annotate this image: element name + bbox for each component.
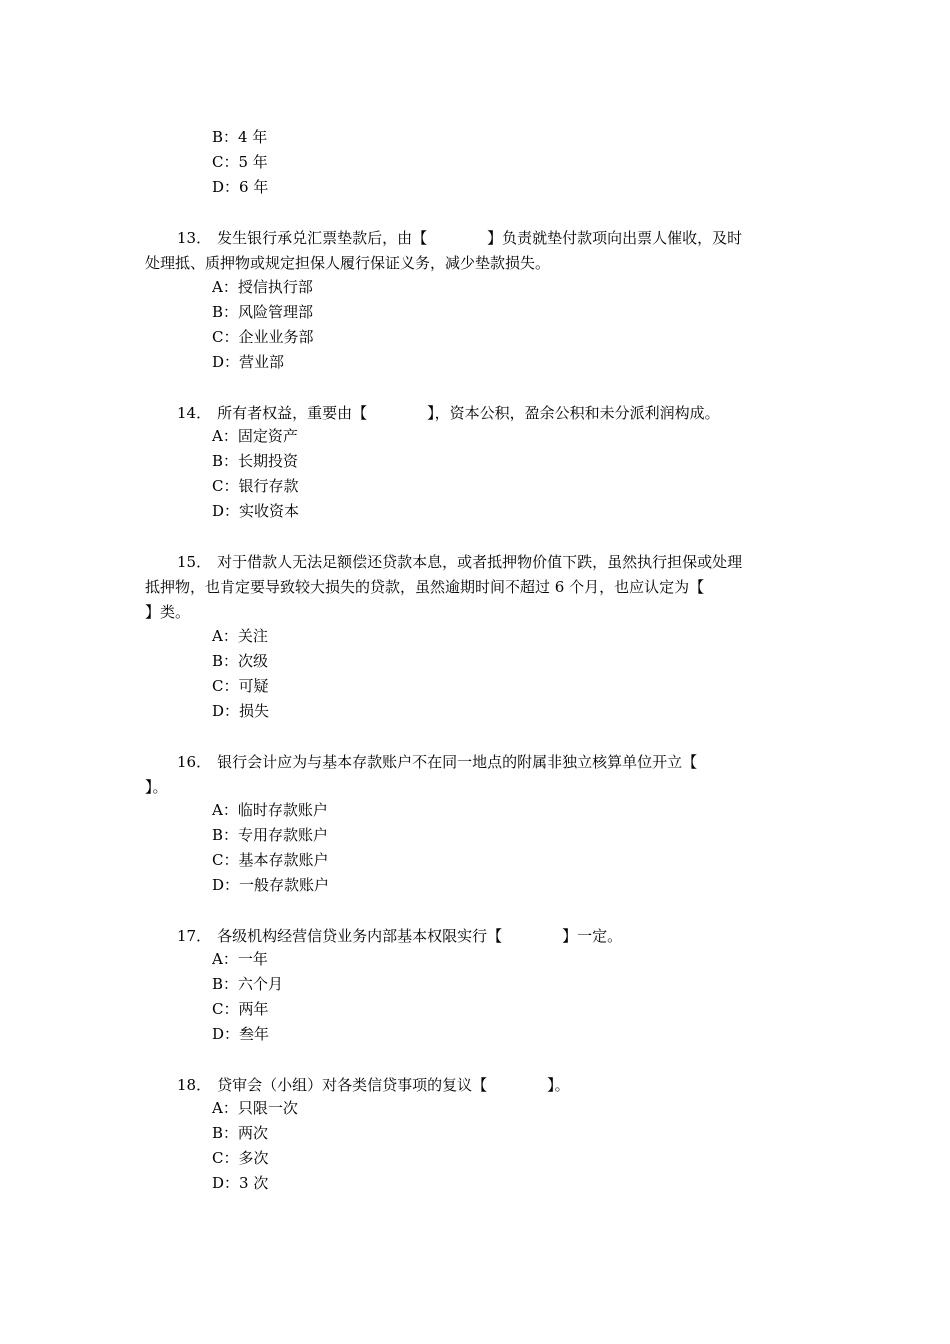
question-text-line: 贷审会（小组）对各类信贷事项的复议【 】。 bbox=[217, 1076, 570, 1094]
option-line: A：授信执行部 bbox=[212, 278, 313, 296]
option-line: D：一般存款账户 bbox=[212, 876, 330, 894]
question-text-line: 处理抵、质押物或规定担保人履行保证义务，减少垫款损失。 bbox=[145, 254, 551, 272]
question-14 bbox=[145, 401, 805, 426]
option-line: D：3 次 bbox=[212, 1174, 269, 1192]
option-line: C：5 年 bbox=[212, 153, 268, 171]
question-number: 18． bbox=[177, 1076, 212, 1094]
question-18 bbox=[145, 1073, 805, 1098]
option-line: C：多次 bbox=[212, 1149, 269, 1167]
question-15 bbox=[145, 550, 805, 625]
option-line: B：两次 bbox=[212, 1124, 269, 1142]
option-line: B：长期投资 bbox=[212, 452, 299, 470]
option-line: A：固定资产 bbox=[212, 427, 298, 445]
question-text-line: 对于借款人无法足额偿还贷款本息，或者抵押物价值下跌，虽然执行担保或处理 bbox=[217, 553, 743, 571]
question-text-line: 银行会计应为与基本存款账户不在同一地点的附属非独立核算单位开立【 bbox=[217, 753, 698, 771]
question-text-line: 】。 bbox=[145, 778, 168, 796]
option-line: A：只限一次 bbox=[212, 1099, 298, 1117]
question-text-line: 】类。 bbox=[145, 603, 191, 621]
question-text-line: 各级机构经营信贷业务内部基本权限实行【 】一定。 bbox=[217, 927, 623, 945]
option-line: D：实收资本 bbox=[212, 502, 300, 520]
question-17 bbox=[145, 924, 805, 949]
option-line: C：可疑 bbox=[212, 677, 269, 695]
option-line: B：风险管理部 bbox=[212, 303, 314, 321]
option-line: B：次级 bbox=[212, 652, 269, 670]
question-13 bbox=[145, 226, 805, 276]
option-line: B：专用存款账户 bbox=[212, 826, 329, 844]
option-line: B：六个月 bbox=[212, 975, 284, 993]
question-number: 14． bbox=[177, 404, 212, 422]
option-line: D：6 年 bbox=[212, 178, 269, 196]
question-text-line: 所有者权益，重要由【 】，资本公积，盈余公积和未分派利润构成。 bbox=[217, 404, 720, 422]
option-line: D：损失 bbox=[212, 702, 270, 720]
option-line: B：4 年 bbox=[212, 128, 268, 146]
option-line: C：两年 bbox=[212, 1000, 269, 1018]
question-text-line: 抵押物，也肯定要导致较大损失的贷款，虽然逾期时间不超过 6 个月，也应认定为【 bbox=[145, 578, 705, 596]
question-text-line: 发生银行承兑汇票垫款后，由【 】负责就垫付款项向出票人催收，及时 bbox=[217, 229, 743, 247]
question-number: 13． bbox=[177, 229, 212, 247]
option-line: A：临时存款账户 bbox=[212, 801, 328, 819]
option-line: A：一年 bbox=[212, 950, 268, 968]
question-16 bbox=[145, 750, 805, 800]
question-number: 17． bbox=[177, 927, 212, 945]
option-line: D：叁年 bbox=[212, 1025, 270, 1043]
option-line: C：基本存款账户 bbox=[212, 851, 329, 869]
question-number: 15． bbox=[177, 553, 212, 571]
option-line: D：营业部 bbox=[212, 353, 285, 371]
option-line: C：企业业务部 bbox=[212, 328, 314, 346]
question-number: 16． bbox=[177, 753, 212, 771]
option-line: C：银行存款 bbox=[212, 477, 299, 495]
option-line: A：关注 bbox=[212, 627, 268, 645]
